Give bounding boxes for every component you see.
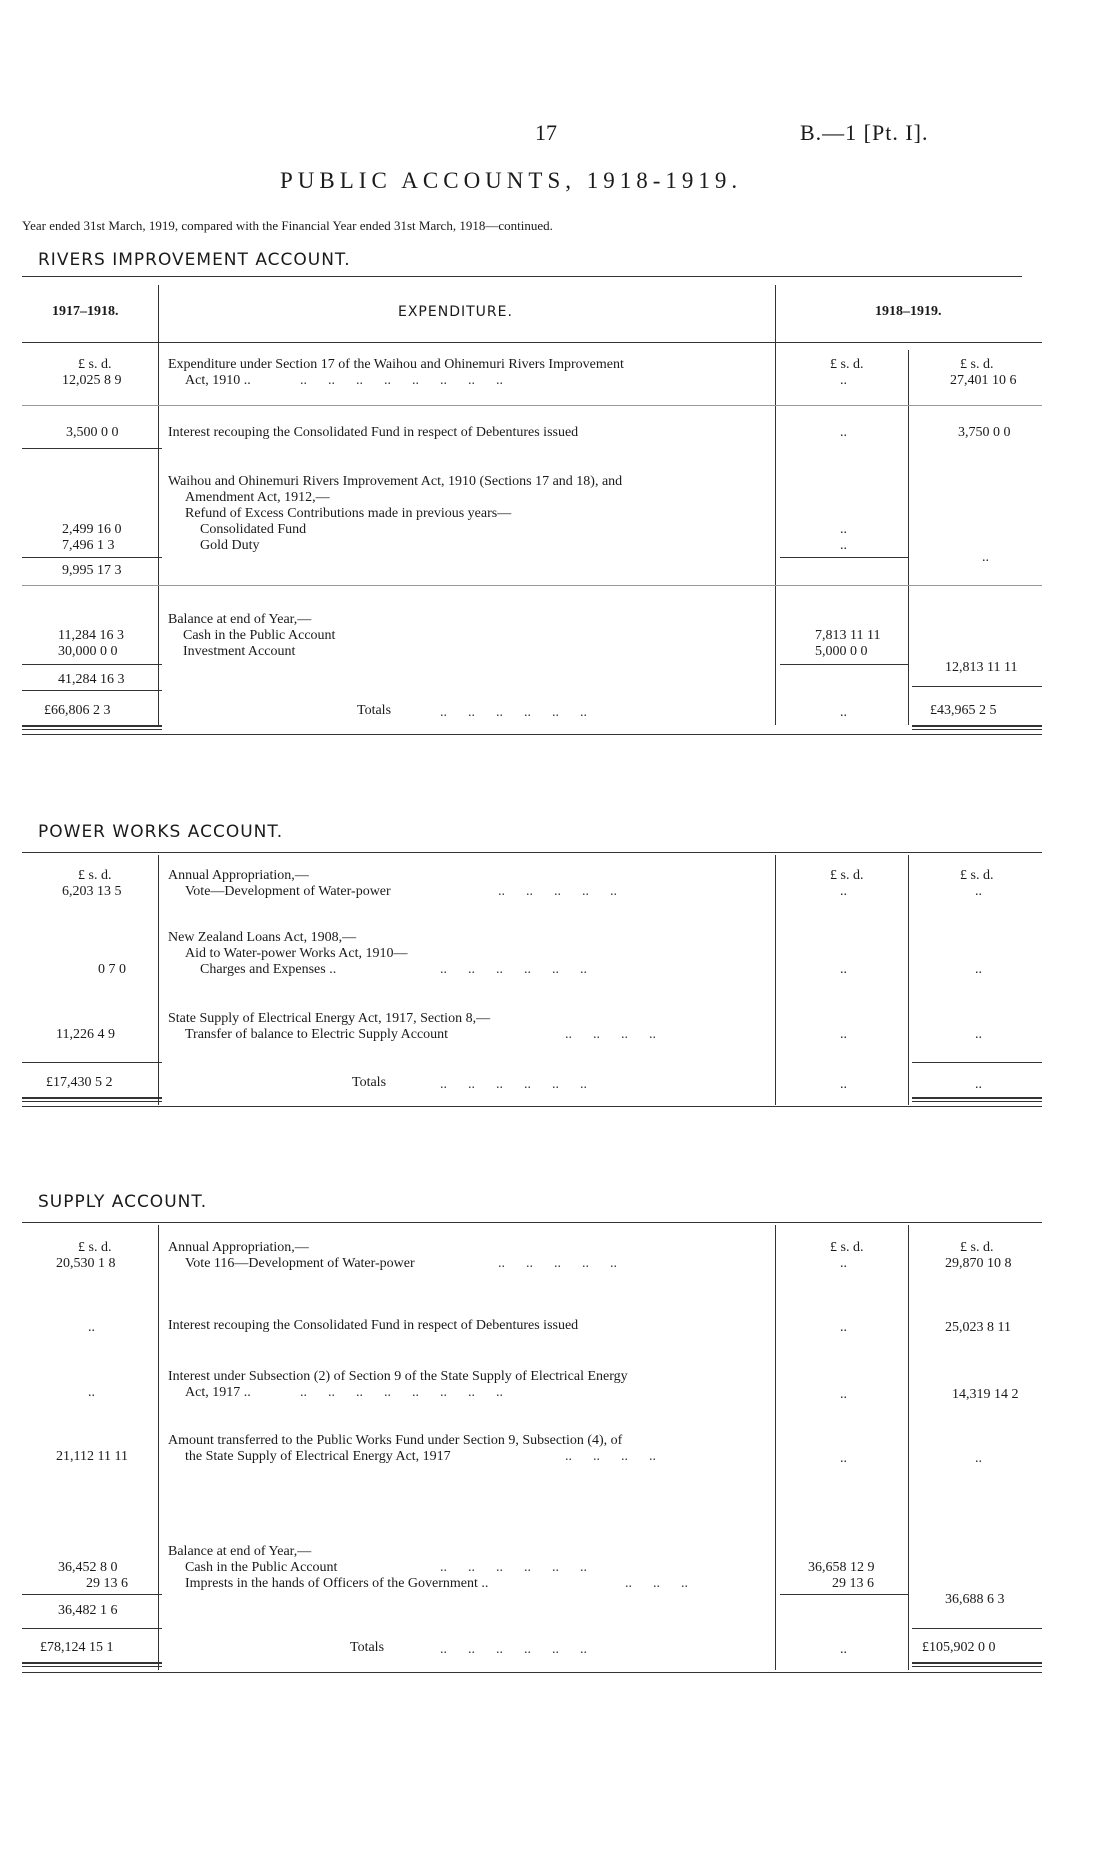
column-divider (158, 1225, 159, 1670)
row-description: Interest recouping the Consolidated Fund in respect of Debentures issued (168, 425, 579, 440)
outer-amount: 25,023 8 11 (945, 1320, 1011, 1335)
leader-dots: .. .. .. .. (565, 1449, 656, 1464)
leader-dots: .. .. .. .. .. .. (440, 962, 587, 977)
outer-amount: .. (975, 1027, 982, 1042)
row-description: Annual Appropriation,— (168, 868, 309, 883)
inner-amount: .. (840, 705, 847, 720)
prev-amount: .. (88, 1385, 95, 1400)
prev-amount: 11,226 4 9 (56, 1027, 115, 1042)
inner-amount: .. (840, 884, 847, 899)
prev-amount: 7,496 1 3 (62, 538, 115, 553)
units-label: £ s. d. (78, 357, 112, 372)
total-double-rule (22, 1097, 162, 1099)
row-description: Refund of Excess Contributions made in previous years— (185, 506, 512, 521)
leader-dots: .. .. .. .. .. .. .. .. (300, 373, 503, 388)
table-top-rule (22, 1222, 1042, 1223)
prev-total: £78,124 15 1 (40, 1640, 114, 1655)
row-description: Transfer of balance to Electric Supply Account (185, 1027, 449, 1042)
prev-amount: 36,482 1 6 (58, 1603, 118, 1618)
prev-total: £66,806 2 3 (44, 703, 111, 718)
row-description: Consolidated Fund (200, 522, 307, 537)
outer-amount: .. (975, 1451, 982, 1466)
row-description: Investment Account (183, 644, 296, 659)
outer-amount: .. (975, 1077, 982, 1092)
totals-label: Totals (350, 1640, 385, 1655)
row-description: Cash in the Public Account (183, 628, 336, 643)
table-top-rule (22, 852, 1042, 853)
row-description: Act, 1917 .. (185, 1385, 251, 1400)
row-description: State Supply of Electrical Energy Act, 1917, Section 8,— (168, 1011, 491, 1026)
column-header-curr-year: 1918–1919. (875, 304, 942, 319)
row-description: Expenditure under Section 17 of the Waihou and Ohinemuri Rivers Improvement (168, 357, 624, 372)
inner-amount: .. (840, 1387, 847, 1402)
row-description: Vote—Development of Water-power (185, 884, 391, 899)
row-description: Gold Duty (200, 538, 260, 553)
prev-amount: 36,452 8 0 (58, 1560, 118, 1575)
column-header-prev-year: 1917–1918. (52, 304, 119, 319)
row-rule (22, 1594, 162, 1595)
prev-amount: 21,112 11 11 (56, 1449, 128, 1464)
prev-amount: .. (88, 1320, 95, 1335)
row-description: Balance at end of Year,— (168, 612, 312, 627)
section-title: POWER WORKS ACCOUNT. (38, 822, 284, 842)
prev-amount: 41,284 16 3 (58, 672, 125, 687)
inner-amount: .. (840, 538, 847, 553)
leader-dots: .. .. .. .. .. .. (440, 1077, 587, 1092)
prev-amount: 6,203 13 5 (62, 884, 122, 899)
units-label: £ s. d. (960, 357, 994, 372)
row-rule (22, 690, 162, 691)
row-rule (22, 448, 162, 449)
prev-amount: 30,000 0 0 (58, 644, 118, 659)
leader-dots: .. .. .. .. .. .. (440, 1642, 587, 1657)
units-label: £ s. d. (830, 868, 864, 883)
total-double-rule (912, 1097, 1042, 1099)
table-bottom-rule (22, 734, 1042, 735)
row-rule (22, 1628, 162, 1629)
leader-dots: .. .. .. .. .. .. (440, 705, 587, 720)
row-description: Amendment Act, 1912,— (185, 490, 330, 505)
total-double-rule (22, 1662, 162, 1664)
row-rule (912, 1628, 1042, 1629)
page-title: PUBLIC ACCOUNTS, 1918-1919. (280, 168, 743, 193)
prev-amount: 11,284 16 3 (58, 628, 124, 643)
column-divider (908, 350, 909, 725)
row-description: Interest recouping the Consolidated Fund in respect of Debentures issued (168, 1318, 579, 1333)
row-description: Cash in the Public Account (185, 1560, 338, 1575)
total-double-rule (912, 1666, 1042, 1667)
row-rule (912, 1062, 1042, 1063)
row-description: Waihou and Ohinemuri Rivers Improvement Act, 1910 (Sections 17 and 18), and (168, 474, 623, 489)
row-description: Imprests in the hands of Officers of the Government .. (185, 1576, 489, 1591)
row-description: Amount transferred to the Public Works Fund under Section 9, Subsection (4), of (168, 1433, 623, 1448)
inner-amount: .. (840, 522, 847, 537)
inner-amount: 5,000 0 0 (815, 644, 868, 659)
column-divider (775, 285, 776, 725)
inner-amount: .. (840, 1451, 847, 1466)
inner-amount: .. (840, 1642, 847, 1657)
row-rule (22, 585, 1042, 586)
inner-amount: 7,813 11 11 (815, 628, 881, 643)
outer-amount: .. (975, 962, 982, 977)
total-double-rule (912, 1101, 1042, 1102)
prev-amount: 0 7 0 (98, 962, 126, 977)
row-description: Aid to Water-power Works Act, 1910— (185, 946, 408, 961)
total-double-rule (912, 725, 1042, 727)
row-description: Interest under Subsection (2) of Section 9 of the State Supply of Electrical Energy (168, 1369, 628, 1384)
outer-amount: 27,401 10 6 (950, 373, 1017, 388)
outer-amount: 36,688 6 3 (945, 1592, 1005, 1607)
column-header-expenditure: EXPENDITURE. (398, 304, 513, 320)
column-divider (908, 855, 909, 1105)
row-description: Vote 116—Development of Water-power (185, 1256, 415, 1271)
row-rule (22, 557, 162, 558)
column-divider (908, 1225, 909, 1670)
units-label: £ s. d. (960, 868, 994, 883)
prev-amount: 2,499 16 0 (62, 522, 122, 537)
inner-amount: .. (840, 1256, 847, 1271)
outer-total: £105,902 0 0 (922, 1640, 996, 1655)
page-subtitle: Year ended 31st March, 1919, compared with the Financial Year ended 31st March, 1918—continued. (22, 218, 553, 233)
inner-amount: 29 13 6 (832, 1576, 874, 1591)
outer-amount: 12,813 11 11 (945, 660, 1018, 675)
outer-amount: 3,750 0 0 (958, 425, 1011, 440)
inner-amount: .. (840, 1077, 847, 1092)
totals-label: Totals (357, 703, 392, 718)
prev-amount: 20,530 1 8 (56, 1256, 116, 1271)
leader-dots: .. .. .. .. .. .. (440, 1560, 587, 1575)
section-title: RIVERS IMPROVEMENT ACCOUNT. (38, 250, 351, 270)
totals-label: Totals (352, 1075, 387, 1090)
total-double-rule (22, 725, 162, 727)
table-top-rule (22, 276, 1022, 277)
prev-amount: 9,995 17 3 (62, 563, 122, 578)
row-description: New Zealand Loans Act, 1908,— (168, 930, 357, 945)
row-rule (780, 1594, 908, 1595)
row-rule (780, 557, 908, 558)
outer-total: £43,965 2 5 (930, 703, 997, 718)
leader-dots: .. .. .. .. .. .. .. .. (300, 1385, 503, 1400)
outer-amount: .. (982, 550, 989, 565)
prev-amount: 12,025 8 9 (62, 373, 122, 388)
column-divider (775, 855, 776, 1105)
table-bottom-rule (22, 1106, 1042, 1107)
units-label: £ s. d. (830, 357, 864, 372)
units-label: £ s. d. (78, 868, 112, 883)
page-reference: B.—1 [Pt. I]. (800, 120, 929, 145)
units-label: £ s. d. (78, 1240, 112, 1255)
total-double-rule (22, 1101, 162, 1102)
row-rule (912, 686, 1042, 687)
section-title: SUPPLY ACCOUNT. (38, 1192, 208, 1212)
inner-amount: .. (840, 1320, 847, 1335)
header-rule (22, 342, 1042, 343)
inner-amount: .. (840, 1027, 847, 1042)
prev-total: £17,430 5 2 (46, 1075, 113, 1090)
row-description: the State Supply of Electrical Energy Act, 1917 (185, 1449, 451, 1464)
outer-amount: .. (975, 884, 982, 899)
prev-amount: 3,500 0 0 (66, 425, 119, 440)
column-divider (158, 285, 159, 725)
column-divider (158, 855, 159, 1105)
leader-dots: .. .. .. .. .. (498, 884, 617, 899)
leader-dots: .. .. .. .. (565, 1027, 656, 1042)
row-rule (22, 405, 1042, 406)
leader-dots: .. .. .. .. .. (498, 1256, 617, 1271)
total-double-rule (22, 729, 162, 730)
units-label: £ s. d. (830, 1240, 864, 1255)
inner-amount: .. (840, 425, 847, 440)
total-double-rule (912, 1662, 1042, 1664)
row-rule (22, 664, 162, 665)
page-number: 17 (535, 120, 557, 145)
row-rule (780, 664, 908, 665)
inner-amount: .. (840, 962, 847, 977)
row-rule (22, 1062, 162, 1063)
table-bottom-rule (22, 1672, 1042, 1673)
column-divider (775, 1225, 776, 1670)
row-description: Act, 1910 .. (185, 373, 251, 388)
row-description: Charges and Expenses .. (200, 962, 337, 977)
outer-amount: 14,319 14 2 (952, 1387, 1019, 1402)
outer-amount: 29,870 10 8 (945, 1256, 1012, 1271)
inner-amount: 36,658 12 9 (808, 1560, 875, 1575)
units-label: £ s. d. (960, 1240, 994, 1255)
inner-amount: .. (840, 373, 847, 388)
leader-dots: .. .. .. (625, 1576, 688, 1591)
row-description: Balance at end of Year,— (168, 1544, 312, 1559)
total-double-rule (22, 1666, 162, 1667)
total-double-rule (912, 729, 1042, 730)
row-description: Annual Appropriation,— (168, 1240, 309, 1255)
prev-amount: 29 13 6 (86, 1576, 128, 1591)
